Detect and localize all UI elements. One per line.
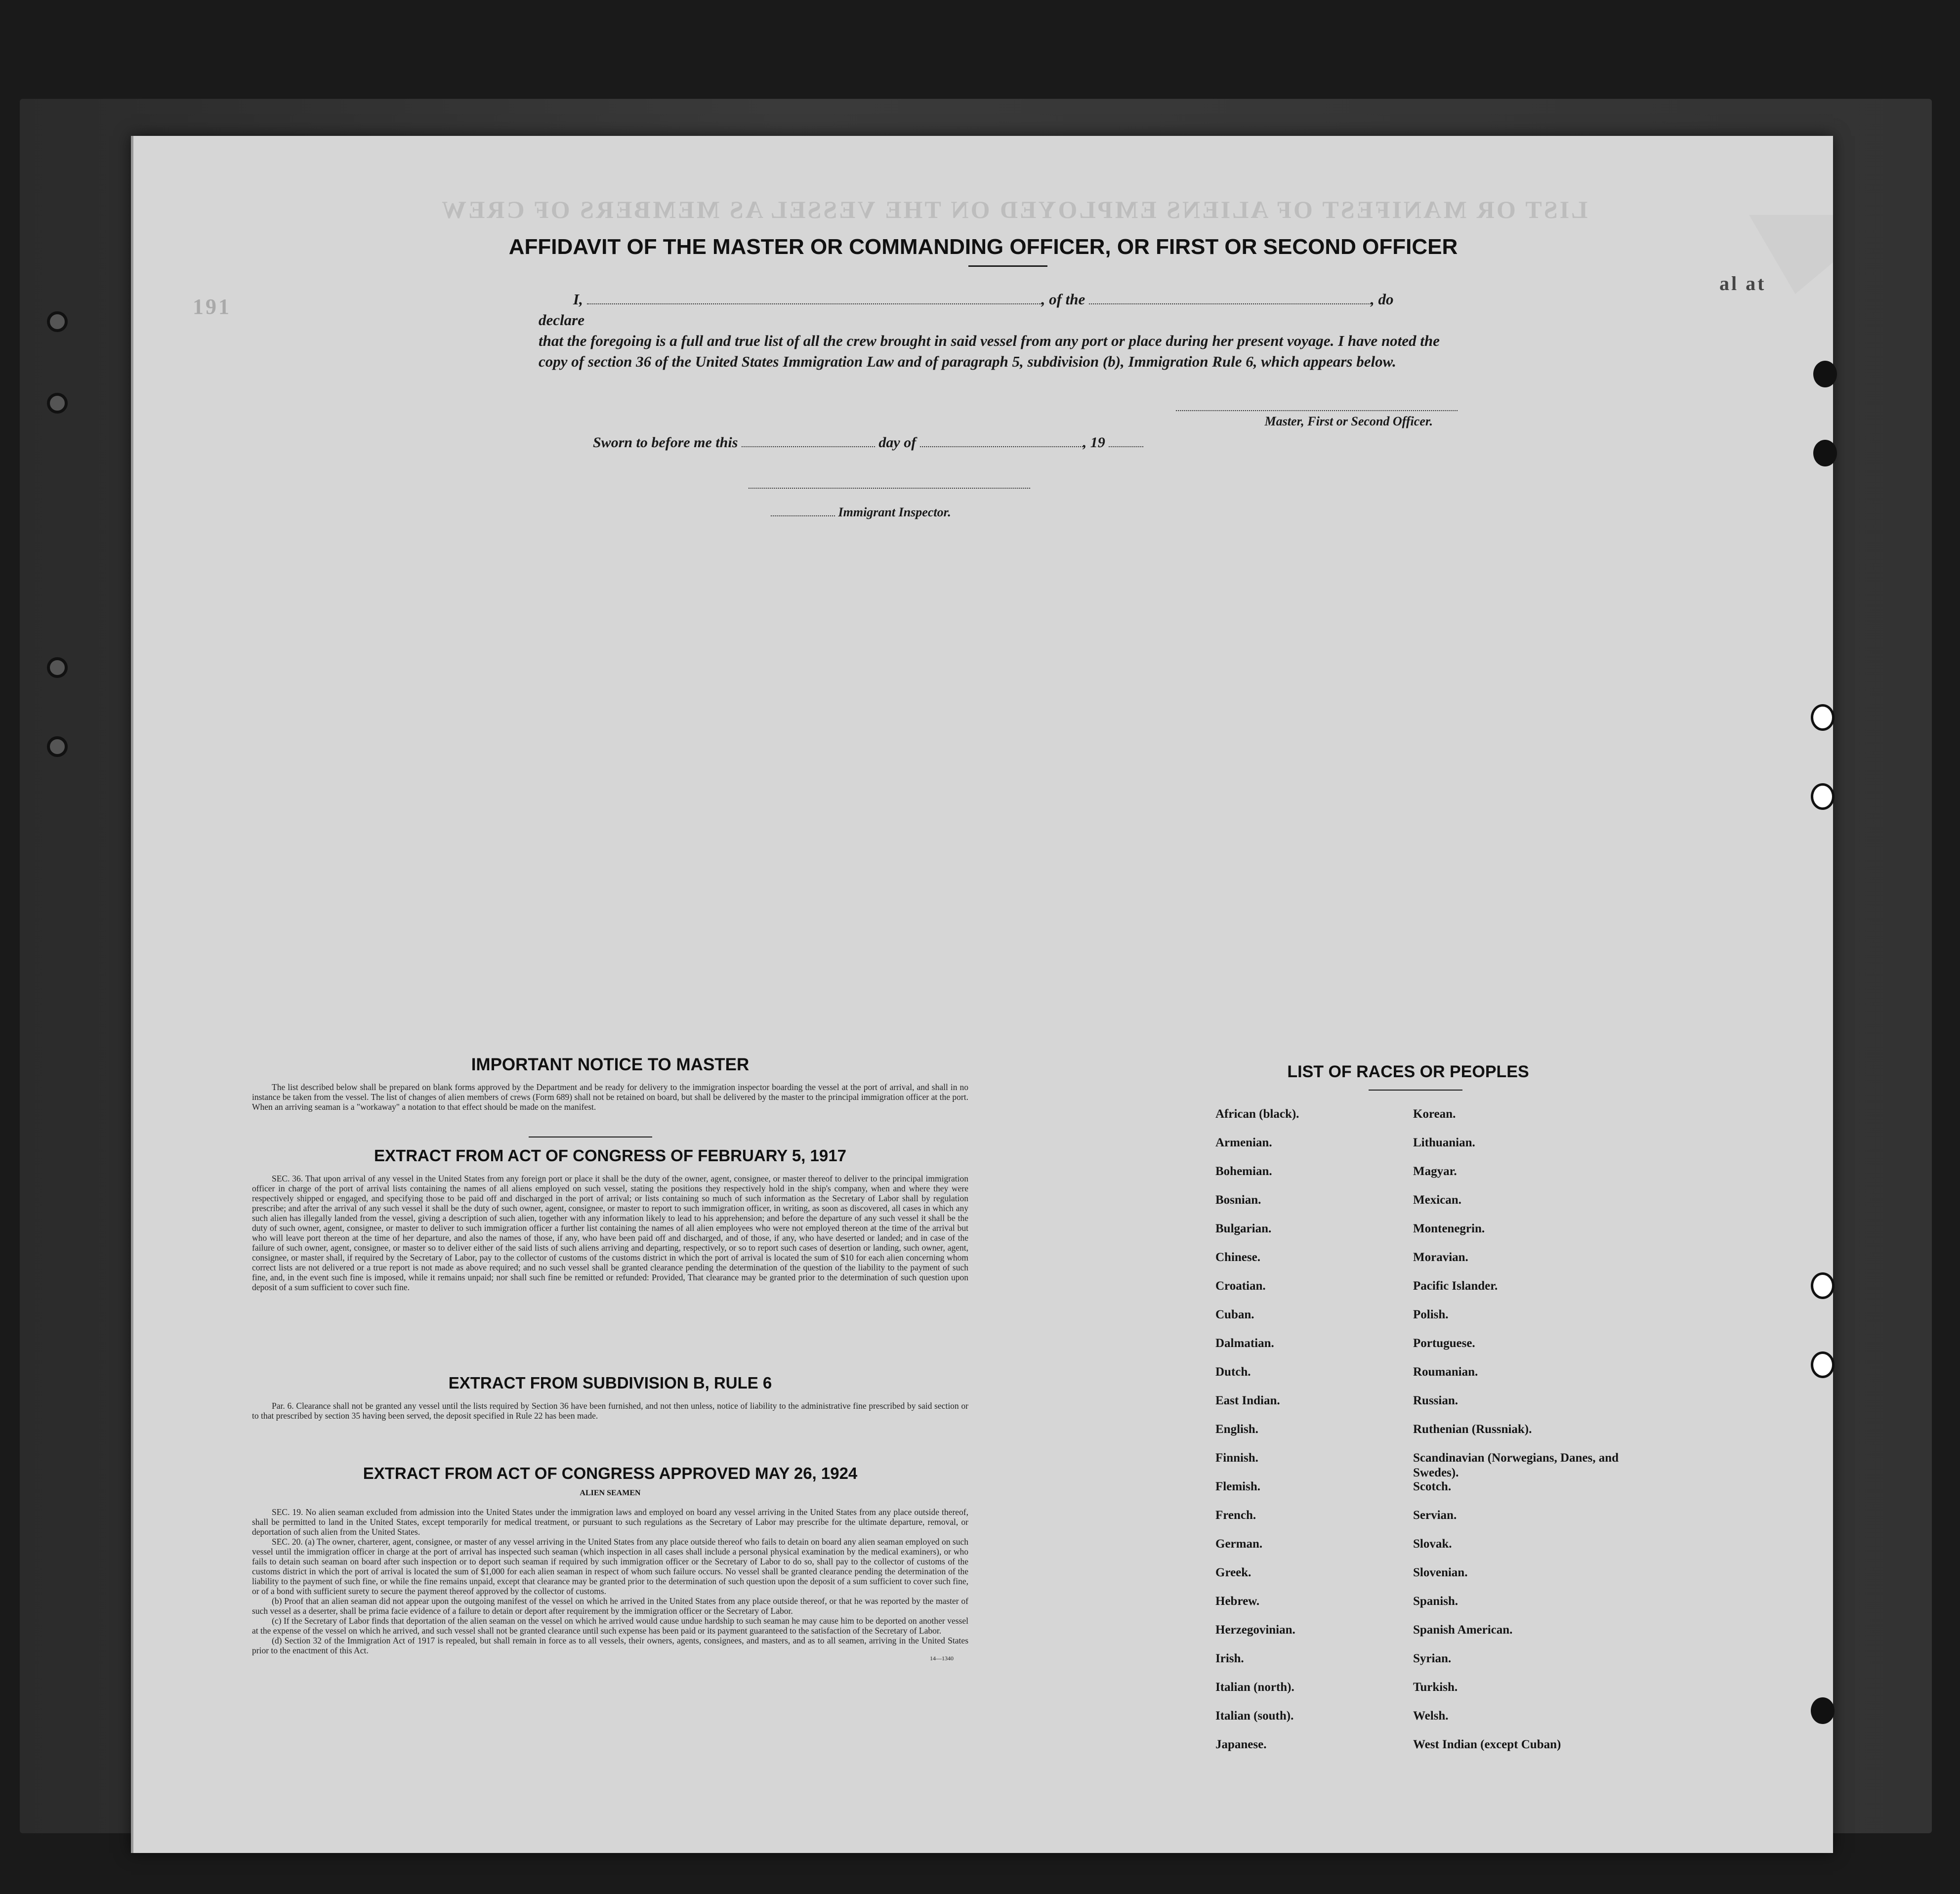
race-entry: Turkish. — [1413, 1681, 1458, 1694]
punch-hole — [1813, 440, 1837, 466]
extract-1917-text: SEC. 36. That upon arrival of any vessel in the United States from any foreign port or place it shall be the duty of the owner, agent, consignee, or master thereof to deliver to the principal immigration officer in charge of the port of arrival lists containing the names of all aliens employed on such vessel, stating the positions they respectively hold in the ship's company, when and where they were respectively shipped or engaged, and specifying those to be paid off and discharged in the port of arrival; or lists containing so much of such information as the Secretary of Labor shall by regulation prescribe; and after the arrival of any such vessel it shall be the duty of such owner, agent, consignee, or master to report to such immigration officer, in writing, as soon as discovered, all cases in which any such alien has illegally landed from the vessel, giving a description of such alien, together with any information likely to lead to his apprehension; and before the departure of any such vessel it shall be the duty of such owner, agent, consignee, or master to deliver to such immigration officer a further list containing the names of all alien employees who were not employed thereon at the time of the arrival but who will leave port thereon at the time of her departure, and also the names of those, if any, who have been paid off and discharged, and of those, if any, who have deserted or landed; and in case of the failure of such owner, agent, consignee, or master so to deliver either of the said lists of such aliens arriving and departing, respectively, or so to report such cases of desertion or landing, such owner, agent, consignee, or master shall, if required by the Secretary of Labor, pay to the collector of customs of the customs district in which the port of arrival is located the sum of $10 for each alien concerning whom correct lists are not delivered or a true report is not made as above required; and no such vessel shall be granted clearance pending the determination of the question of the liability to the payment of such fine, and, in the event such fine is imposed, while it remains unpaid; nor shall such fine be remitted or refunded: Provided, That clearance may be granted prior to the determination of such question upon deposit of a sum sufficient to cover such fine. — [252, 1174, 968, 1292]
race-entry: Ruthenian (Russniak). — [1413, 1423, 1532, 1436]
extract-rule6-text: Par. 6. Clearance shall not be granted any vessel until the lists required by Section 36 have been furnished, and not then unless, notice of liability to the administrative fine prescribed by said section or to that prescribed by section 35 having been served, the deposit specified in Rule 22 has been made. — [252, 1401, 968, 1421]
race-entry: Spanish. — [1413, 1595, 1459, 1608]
binding-hole-mark — [47, 657, 68, 678]
section-rule — [529, 1136, 652, 1137]
punch-hole — [1811, 1351, 1835, 1378]
affidavit-i: I, — [573, 291, 583, 308]
race-entry: Dutch. — [1215, 1365, 1251, 1379]
bleed-through-port: al at — [1719, 272, 1766, 295]
race-entry: Finnish. — [1215, 1451, 1258, 1465]
inspector-label: Immigrant Inspector. — [771, 502, 1117, 520]
extract-1924-title: EXTRACT FROM ACT OF CONGRESS APPROVED MAY 26, 1924 — [363, 1464, 858, 1482]
inspector-signature-line[interactable] — [749, 488, 1030, 489]
race-entry: Bohemian. — [1215, 1165, 1272, 1178]
sec20c-text: (c) If the Secretary of Labor finds that deportation of the alien seaman on the vessel on which he arrived would cause undue hardship to such seaman he may cause him to be deported on another vessel at the expense of the vessel on which he arrived, and such vessel shall not be granted clearance until such expense has been paid or its payment guaranteed to the satisfaction of the Secretary of Labor. — [252, 1616, 968, 1636]
race-entry: Scotch. — [1413, 1480, 1452, 1493]
notice-title: IMPORTANT NOTICE TO MASTER — [471, 1055, 750, 1074]
race-entry: French. — [1215, 1509, 1256, 1522]
race-entry: Armenian. — [1215, 1136, 1272, 1149]
race-entry: English. — [1215, 1423, 1258, 1436]
race-entry: Herzegovinian. — [1215, 1623, 1295, 1637]
race-entry: Syrian. — [1413, 1652, 1452, 1665]
race-entry: German. — [1215, 1537, 1263, 1551]
vessel-name-field[interactable] — [1089, 290, 1371, 304]
master-signature-line[interactable] — [1176, 410, 1458, 411]
punch-hole — [1811, 1272, 1835, 1299]
form-number: 14—1340 — [930, 1655, 954, 1662]
notice-text: The list described below shall be prepared on blank forms approved by the Department and be ready for delivery to the immigration inspector boarding the vessel at the port of arrival, and shall in no instance be taken from the vessel. The list of changes of alien members of crews (Form 689) shall not be retained on board, but shall be delivered by the master to the principal immigration officer at the port. When an arriving seaman is a "workaway" a notation to that effect should be made on the manifest. — [252, 1082, 968, 1112]
binding-hole-mark — [47, 393, 68, 414]
race-entry: Moravian. — [1413, 1251, 1468, 1264]
race-entry: Croatian. — [1215, 1279, 1266, 1293]
race-entry: Slovak. — [1413, 1537, 1452, 1551]
extract-1917-title: EXTRACT FROM ACT OF CONGRESS OF FEBRUARY 5, 1917 — [374, 1146, 846, 1165]
sworn-line — [593, 432, 1235, 451]
affidavit-of-the: , of the — [1041, 291, 1085, 308]
race-entry: West Indian (except Cuban) — [1413, 1738, 1561, 1751]
sec20a-text: SEC. 20. (a) The owner, charterer, agent, consignee, or master of any vessel arriving in the United States from any place outside thereof who fails to detain on board any alien seaman employed on such vessel until the immigration officer in charge at the port of arrival has inspected such seaman (which inspection in all cases shall include a personal physical examination by the medical examiners), or who fails to detain such seaman on board after such inspection or to deport such seaman if required by such immigration officer or the Secretary of Labor to do so, shall pay to the collector of customs of the customs district in which the port of arrival is located the sum of $1,000 for each alien seaman in respect of whom such failure occurs. No vessel shall be granted clearance pending the determination of the liability to the payment of such fine, or while the fine remains unpaid, except that clearance may be granted prior to the determination of such question upon the deposit of a sum sufficient to cover such fine, or of a bond with sufficient surety to secure the payment thereof approved by the collector of customs. — [252, 1537, 968, 1596]
sworn-year-field[interactable] — [1109, 432, 1143, 447]
binding-hole-mark — [47, 736, 68, 757]
race-entry: Spanish American. — [1413, 1623, 1513, 1637]
race-entry: Portuguese. — [1413, 1337, 1475, 1350]
race-entry: Mexican. — [1413, 1193, 1461, 1207]
master-name-field[interactable] — [587, 290, 1042, 304]
sworn-month-field[interactable] — [920, 432, 1083, 447]
bleed-through-title: LIST OR MANIFEST OF ALIENS EMPLOYED ON THE VESSEL AS MEMBERS OF CREW — [440, 196, 1588, 223]
races-rule — [1369, 1090, 1462, 1091]
race-entry: Dalmatian. — [1215, 1337, 1274, 1350]
affidavit-body — [539, 289, 1443, 372]
race-entry: African (black). — [1215, 1107, 1299, 1121]
race-entry: Irish. — [1215, 1652, 1244, 1665]
race-entry: Italian (south). — [1215, 1709, 1294, 1723]
races-right-column — [1413, 1107, 1621, 1766]
race-entry: Servian. — [1413, 1509, 1457, 1522]
manifest-page — [131, 136, 1833, 1853]
race-entry: East Indian. — [1215, 1394, 1280, 1407]
race-entry: Russian. — [1413, 1394, 1459, 1407]
race-entry: Hebrew. — [1215, 1595, 1260, 1608]
race-entry: Cuban. — [1215, 1308, 1254, 1321]
affidavit-do-declare: , do declare — [539, 291, 1394, 329]
extract-1924-subtitle: ALIEN SEAMEN — [580, 1489, 641, 1497]
race-entry: Lithuanian. — [1413, 1136, 1475, 1149]
punch-hole — [1811, 1697, 1835, 1724]
race-entry: Flemish. — [1215, 1480, 1260, 1493]
master-signature-label: Master, First or Second Officer. — [1264, 414, 1433, 428]
affidavit-title: AFFIDAVIT OF THE MASTER OR COMMANDING OFFICER, OR FIRST OR SECOND OFFICER — [508, 235, 1458, 259]
sworn-day-field[interactable] — [742, 432, 875, 447]
race-entry: Greek. — [1215, 1566, 1251, 1579]
sec19-text: SEC. 19. No alien seaman excluded from admission into the United States under the immigration laws and employed on board any vessel arriving in the United States from any place outside thereof, shall be permitted to land in the United States, except temporarily for medical treatment, or pursuant to such regulations as the Secretary of Labor may prescribe for the ultimate departure, removal, or deportation of such alien from the United States. — [252, 1507, 968, 1537]
binding-hole-mark — [47, 311, 68, 332]
race-entry: Roumanian. — [1413, 1365, 1478, 1379]
race-entry: Bulgarian. — [1215, 1222, 1272, 1235]
race-entry: Japanese. — [1215, 1738, 1267, 1751]
sec20d-text: (d) Section 32 of the Immigration Act of 1917 is repealed, but shall remain in force as to all vessels, their owners, agents, consignees, and masters, and as to all seamen, arriving in the United States prior to the enactment of this Act. — [252, 1636, 968, 1655]
sworn-day-of: day of — [878, 434, 917, 451]
races-left-column — [1215, 1107, 1393, 1766]
race-entry: Scandinavian (Norwegians, Danes, and Swedes). — [1413, 1451, 1619, 1479]
race-entry: Bosnian. — [1215, 1193, 1261, 1207]
races-title: LIST OF RACES OR PEOPLES — [1287, 1062, 1529, 1081]
race-entry: Pacific Islander. — [1413, 1279, 1498, 1293]
sec20b-text: (b) Proof that an alien seaman did not appear upon the outgoing manifest of the vessel on which he arrived in the United States from any place outside thereof, or that he was reported by the master of such vessel as a deserter, shall be prima facie evidence of a failure to detain or deport after requirement by the immigration officer or the Secretary of Labor. — [252, 1596, 968, 1616]
race-entry: Polish. — [1413, 1308, 1449, 1321]
race-entry: Magyar. — [1413, 1165, 1457, 1178]
punch-hole — [1811, 783, 1835, 810]
punch-hole — [1813, 361, 1837, 387]
bleed-through-page-number: 191 — [193, 295, 231, 319]
extract-rule6-title: EXTRACT FROM SUBDIVISION B, RULE 6 — [448, 1374, 772, 1392]
race-entry: Chinese. — [1215, 1251, 1260, 1264]
race-entry: Korean. — [1413, 1107, 1456, 1121]
title-rule — [968, 265, 1047, 267]
race-entry: Montenegrin. — [1413, 1222, 1485, 1235]
affidavit-first-line — [539, 289, 1443, 331]
extract-1924-text — [252, 1507, 968, 1661]
sworn-year: , 19 — [1083, 434, 1105, 451]
punch-hole — [1811, 704, 1835, 731]
inspector-name-field[interactable] — [771, 502, 835, 516]
race-entry: Italian (north). — [1215, 1681, 1294, 1694]
race-entry: Slovenian. — [1413, 1566, 1468, 1579]
sworn-prefix: Sworn to before me this — [593, 434, 738, 451]
affidavit-statement: that the foregoing is a full and true list of all the crew brought in said vessel from any port or place during her present voyage. I have noted the copy of section 36 of the United States Immigration Law and of paragraph 5, subdivision (b), Immigration Rule 6, which appears below. — [539, 332, 1440, 370]
race-entry: Welsh. — [1413, 1709, 1449, 1723]
